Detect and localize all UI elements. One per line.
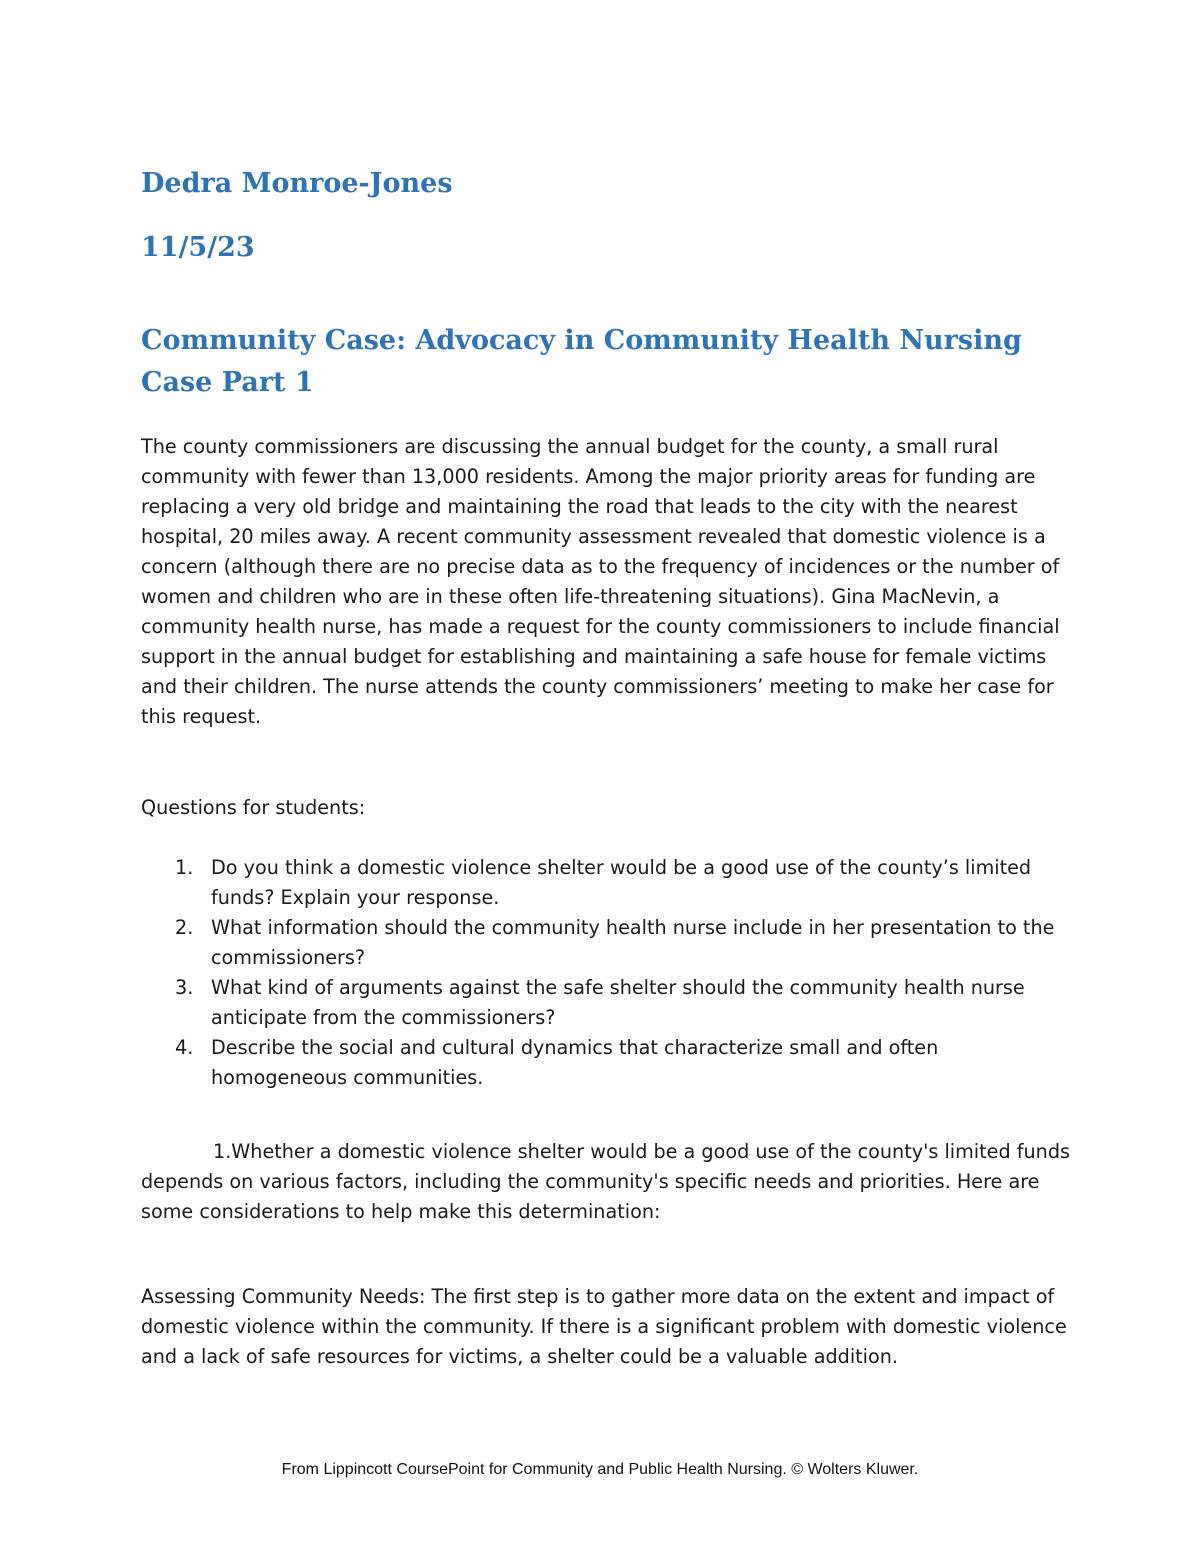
question-number: 4.	[175, 1036, 194, 1059]
case-title	[141, 320, 1022, 404]
author-name: Dedra Monroe-Jones	[141, 168, 453, 199]
question-number: 2.	[175, 916, 194, 939]
document-date: 11/5/23	[141, 232, 255, 263]
question-number: 1.	[175, 856, 194, 879]
case-intro-paragraph: The county commissioners are discussing the annual budget for the county, a small rural community with fewer than 13,000 residents. Among the major priority areas for funding are replacing a very old bridge and maintaining the road that leads to the city with the nearest hospital, 20 miles away. A recent community assessment revealed that domestic violence is a concern (although there are no precise data as to the frequency of incidences or the number of women and children who are in these often life-threatening situations). Gina MacNevin, a community health nurse, has made a request for the county commissioners to include financial support in the annual budget for establishing and maintaining a safe house for female victims and their children. The nurse attends the county commissioners’ meeting to make her case for this request.	[141, 435, 1060, 728]
question-text: What kind of arguments against the safe shelter should the community health nurse anticipate from the commissioners?	[211, 976, 1025, 1029]
question-text: What information should the community health nurse include in her presentation to the commissioners?	[211, 916, 1055, 969]
page-footer: From Lippincott CoursePoint for Community and Public Health Nursing. © Wolters Kluwer.	[281, 1461, 919, 1478]
list-item	[141, 1033, 1071, 1093]
list-item	[141, 853, 1071, 913]
case-title-part: Case Part 1	[141, 367, 314, 398]
list-item	[141, 913, 1071, 973]
question-number: 3.	[175, 976, 194, 999]
case-title-main: Community Case: Advocacy in Community Health Nursing	[141, 325, 1022, 356]
questions-list	[141, 853, 1071, 1093]
question-text: Do you think a domestic violence shelter would be a good use of the county’s limited funds? Explain your response.	[211, 856, 1032, 909]
questions-label: Questions for students:	[141, 796, 366, 819]
answer-intro-paragraph: 1.Whether a domestic violence shelter would be a good use of the county's limited funds depends on various factors, including the community's specific needs and priorities. Here are some considerations to help make this determination:	[141, 1140, 1071, 1223]
list-item	[141, 973, 1071, 1033]
question-text: Describe the social and cultural dynamics that characterize small and often homogeneous communities.	[211, 1036, 939, 1089]
assessing-needs-paragraph: Assessing Community Needs: The first step is to gather more data on the extent and impact of domestic violence within the community. If there is a significant problem with domestic violence and a lack of safe resources for victims, a shelter could be a valuable addition.	[141, 1285, 1067, 1368]
